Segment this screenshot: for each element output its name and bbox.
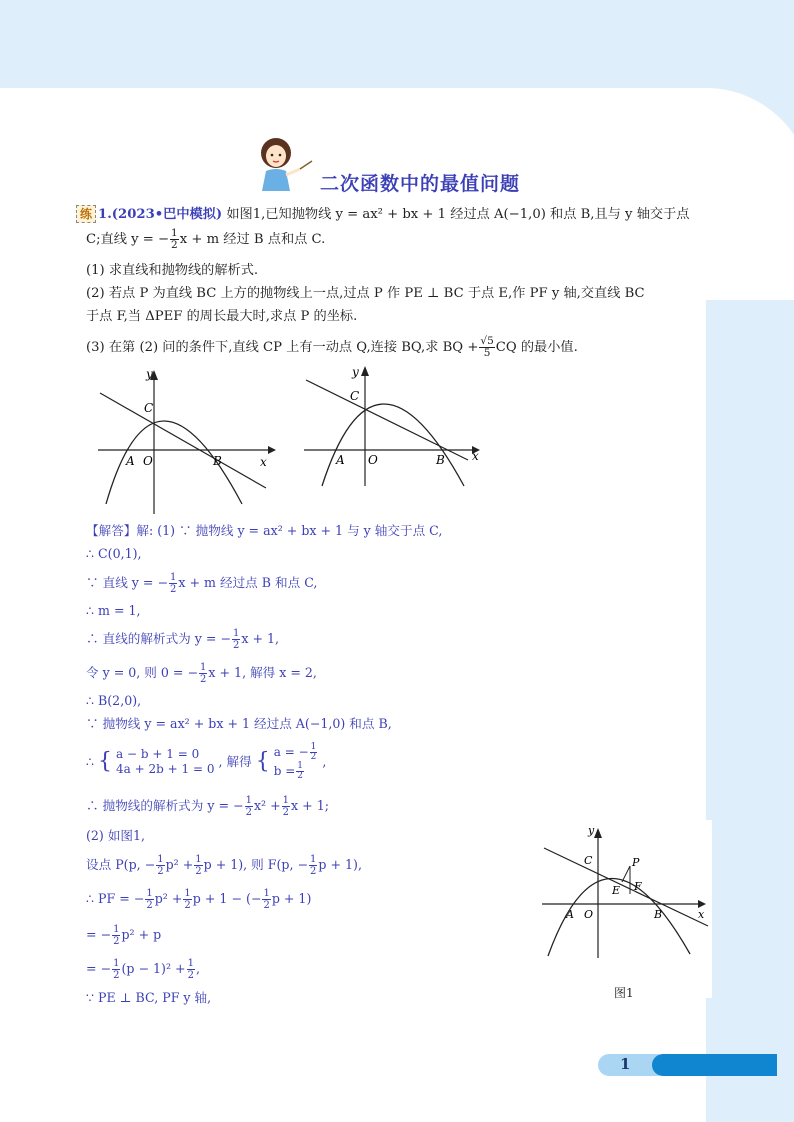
solution-line-1: 【解答】解: (1) ∵ 抛物线 y = ax² + bx + 1 与 y 轴交于点 C, xyxy=(86,523,443,538)
fig1-b-label: B xyxy=(654,908,663,921)
solution-line-14: = − $\frac{1}{2}$ p² + p xyxy=(86,924,162,947)
problem-line-2: C;直线 y = − $\frac{1}{2}$ x + m 经过 B 点和点 C. xyxy=(86,227,326,251)
question-1: (1) 求直线和抛物线的解析式. xyxy=(86,263,259,278)
solution-line-7: ∴ B(2,0), xyxy=(86,693,142,708)
question-2-line-2: 于点 F,当 ΔPEF 的周长最大时,求点 P 的坐标. xyxy=(86,309,358,324)
figure-left xyxy=(96,368,276,518)
fig-left-x-label: x xyxy=(260,455,267,469)
problem-source: (2023•巴中模拟) xyxy=(111,207,223,222)
fig-left-c-label: C xyxy=(144,401,154,415)
fig-left-y-label: y xyxy=(146,368,153,381)
title-block xyxy=(252,135,572,195)
practice-badge: 练 xyxy=(76,205,96,223)
corner-band xyxy=(600,88,706,194)
fig1-c-label: C xyxy=(584,854,593,867)
fig1-e-label: E xyxy=(612,884,621,897)
fig-right-y-label: y xyxy=(352,365,359,379)
fig-left-b-label: B xyxy=(213,454,222,468)
fig1-f-label: F xyxy=(634,880,642,893)
solution-line-8: ∵ 抛物线 y = ax² + bx + 1 经过点 A(−1,0) 和点 B, xyxy=(86,716,392,731)
fig1-p-label: P xyxy=(632,856,640,869)
solution-line-9-system: ∴ { a − b + 1 = 0 4a + 2b + 1 = 0 , 解得 { a = − $\frac{1}{2}$ b = $\frac{1}{2}$ , xyxy=(86,742,327,781)
solution-line-15: = − $\frac{1}{2}$ (p − 1)² + $\frac{1}{2}$ , xyxy=(86,958,200,981)
fig-right-c-label: C xyxy=(350,389,360,403)
fig1-x-label: x xyxy=(698,908,705,921)
figure-right xyxy=(300,362,490,492)
question-3: (3) 在第 (2) 问的条件下,直线 CP 上有一动点 Q,连接 BQ,求 BQ + $\frac{√5}{5}$ CQ 的最小值. xyxy=(86,335,578,359)
fig-right-o-label: O xyxy=(368,453,378,467)
fig1-a-label: A xyxy=(566,908,574,921)
solution-line-13: ∴ PF = − $\frac{1}{2}$ p² + $\frac{1}{2}$ p + 1 − (− $\frac{1}{2}$ p + 1) xyxy=(86,888,312,911)
fig1-y-label: y xyxy=(588,824,595,837)
header-band xyxy=(0,0,794,88)
solution-line-12: 设点 P(p, − $\frac{1}{2}$ p² + $\frac{1}{2}$ p + 1), 则 F(p, − $\frac{1}{2}$ p + 1), xyxy=(86,854,362,877)
fig-left-a-label: A xyxy=(126,454,135,468)
fig-right-x-label: x xyxy=(472,449,479,463)
solution-line-4: ∴ m = 1, xyxy=(86,603,141,618)
teacher-girl-icon xyxy=(252,135,316,191)
figure-1 xyxy=(540,822,710,962)
fig-right-b-label: B xyxy=(436,453,445,467)
problem-line-1: 练 1.(2023•巴中模拟) 如图1,已知抛物线 y = ax² + bx + 1 经过点 A(−1,0) 和点 B,且与 y 轴交于点 xyxy=(76,205,689,223)
solution-line-6: 令 y = 0, 则 0 = − $\frac{1}{2}$ x + 1, 解得 x = 2, xyxy=(86,662,317,685)
page-title: 二次函数中的最值问题 xyxy=(320,173,521,195)
page-number-bar xyxy=(652,1054,777,1076)
fig-right-a-label: A xyxy=(336,453,345,467)
solution-line-3: ∵ 直线 y = − $\frac{1}{2}$ x + m 经过点 B 和点 C, xyxy=(86,572,318,595)
solution-line-2: ∴ C(0,1), xyxy=(86,546,142,561)
fig1-o-label: O xyxy=(584,908,594,921)
solution-line-11: (2) 如图1, xyxy=(86,828,146,843)
page-number: 1 xyxy=(620,1055,631,1073)
figure-1-caption: 图1 xyxy=(614,986,634,1000)
fig-left-o-label: O xyxy=(143,454,153,468)
solution-line-10: ∴ 抛物线的解析式为 y = − $\frac{1}{2}$ x² + $\frac{1}{2}$ x + 1; xyxy=(86,795,329,818)
question-2-line-1: (2) 若点 P 为直线 BC 上方的抛物线上一点,过点 P 作 PE ⊥ BC 于点 E,作 PF y 轴,交直线 BC xyxy=(86,286,645,301)
solution-line-16: ∵ PE ⊥ BC, PF y 轴, xyxy=(86,990,212,1005)
solution-line-5: ∴ 直线的解析式为 y = − $\frac{1}{2}$ x + 1, xyxy=(86,628,280,651)
